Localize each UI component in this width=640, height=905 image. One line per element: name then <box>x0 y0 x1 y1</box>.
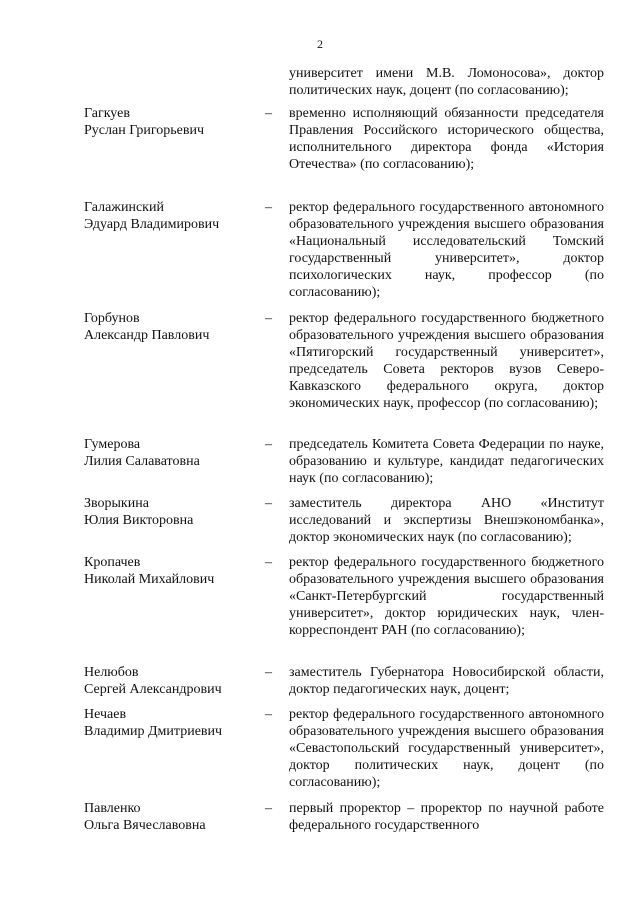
member-surname: Горбунов <box>84 311 140 326</box>
member-description: ректор федерального государственного бюджетного образовательного учреждения высшего образования «Пятигорский государственный университет», председатель Совета ректоров вузов Северо-Кавказского федерального округа, доктор экономических наук, профессор (по согласованию); <box>289 311 604 411</box>
member-surname: Галажинский <box>84 200 164 215</box>
member-description: первый проректор – проректор по научной работе федерального государственного <box>289 801 604 833</box>
member-surname: Нелюбов <box>84 665 139 680</box>
member-entry <box>0 554 640 656</box>
member-description: заместитель директора АНО «Институт исследований и экспертизы Внешэкономбанка», доктор экономических наук (по согласованию); <box>289 496 604 545</box>
member-description: ректор федерального государственного автономного образовательного учреждения высшего образования «Севастопольский государственный университет», доктор политических наук, доцент (по согласованию); <box>289 707 604 790</box>
member-given-names: Руслан Григорьевич <box>84 123 205 138</box>
member-given-names: Александр Павлович <box>84 328 210 343</box>
member-description: временно исполняющий обязанности председателя Правления Российского исторического общества, исполнительного директора фонда «История Отечества» (по согласованию); <box>289 106 604 172</box>
member-entry <box>0 436 640 487</box>
member-entry <box>0 105 640 190</box>
member-name <box>84 436 254 487</box>
dash-separator: – <box>265 106 272 121</box>
member-given-names: Лилия Салаватовна <box>84 454 200 469</box>
member-given-names: Эдуард Владимирович <box>84 217 220 232</box>
page-number: 2 <box>317 37 323 51</box>
dash-separator: – <box>265 311 272 326</box>
member-description: председатель Комитета Совета Федерации по науке, образованию и культуре, кандидат педагогических наук (по согласованию); <box>289 437 604 486</box>
member-surname: Гумерова <box>84 437 141 452</box>
member-surname: Зворыкина <box>84 496 149 511</box>
member-given-names: Ольга Вячеславовна <box>84 818 206 833</box>
member-entry <box>0 199 640 301</box>
member-name <box>84 495 254 546</box>
member-surname: Павленко <box>84 801 141 816</box>
member-name <box>84 105 254 190</box>
member-entry <box>0 664 640 698</box>
dash-separator: – <box>265 555 272 570</box>
member-description: заместитель Губернатора Новосибирской области, доктор педагогических наук, доцент; <box>289 665 604 697</box>
member-entry <box>0 706 640 791</box>
member-entry <box>0 310 640 429</box>
member-name <box>84 310 254 429</box>
dash-separator: – <box>265 801 272 816</box>
member-surname: Гагкуев <box>84 106 130 121</box>
member-name <box>84 199 254 301</box>
member-entry <box>0 800 640 834</box>
member-name <box>84 706 254 791</box>
member-entry <box>0 495 640 546</box>
member-surname: Кропачев <box>84 555 141 570</box>
member-list <box>0 105 640 833</box>
member-name <box>84 800 254 834</box>
member-given-names: Юлия Викторовна <box>84 513 194 528</box>
member-description: ректор федерального государственного автономного образовательного учреждения высшего образования «Национальный исследовательский Томский государственный университет», доктор психологических наук, профессор (по согласованию); <box>289 200 604 300</box>
dash-separator: – <box>265 707 272 722</box>
dash-separator: – <box>265 496 272 511</box>
dash-separator: – <box>265 665 272 680</box>
dash-separator: – <box>265 200 272 215</box>
member-name <box>84 554 254 656</box>
member-description: ректор федерального государственного бюджетного образовательного учреждения высшего образования «Санкт-Петербургский государственный университет», доктор юридических наук, член-корреспондент РАН (по согласованию); <box>289 555 604 638</box>
member-surname: Нечаев <box>84 707 127 722</box>
member-name <box>84 664 254 698</box>
dash-separator: – <box>265 437 272 452</box>
member-given-names: Николай Михайлович <box>84 572 215 587</box>
continuation-text: университет имени М.В. Ломоносова», доктор политических наук, доцент (по согласованию); <box>289 66 604 98</box>
member-given-names: Владимир Дмитриевич <box>84 724 223 739</box>
member-given-names: Сергей Александрович <box>84 682 222 697</box>
